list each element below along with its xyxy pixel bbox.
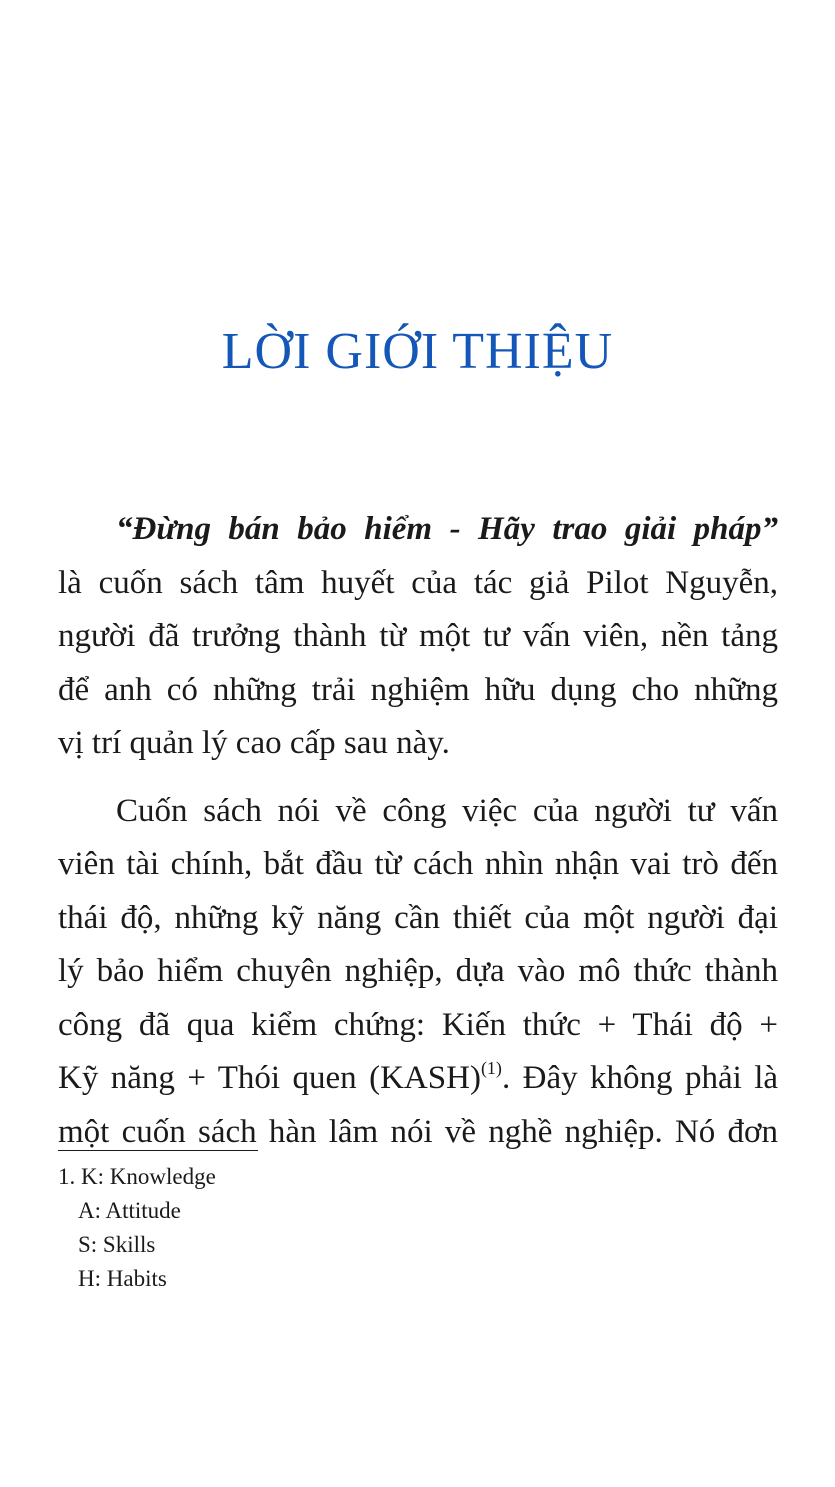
paragraph-2-line-5: công đã qua kiểm chứng: Kiến thức + Thái độ + — [58, 1006, 778, 1043]
footnotes — [58, 1160, 216, 1296]
paragraph-2-line-1: Cuốn sách nói về công việc của người tư vấn — [116, 792, 778, 829]
footnote-item-knowledge: K: Knowledge — [81, 1164, 216, 1189]
body-text — [58, 503, 778, 1159]
paragraph-1-line-3: người đã trưởng thành từ một tư vấn viên, nền tảng — [58, 618, 778, 654]
paragraph-2-line-4: lý bảo hiểm chuyên nghiệp, dựa vào mô thức thành — [58, 953, 778, 989]
footnote-item-skills: S: Skills — [78, 1232, 156, 1257]
paragraph-1-line-4: để anh có những trải nghiệm hữu dụng cho những — [58, 671, 778, 708]
footnote-number: 1. — [58, 1164, 76, 1189]
footnote-item-attitude: A: Attitude — [78, 1198, 181, 1223]
book-title-quote: “Đừng bán bảo hiểm - Hãy trao giải pháp” — [116, 511, 778, 547]
footnote-1 — [58, 1160, 216, 1194]
paragraph-1-line-2: là cuốn sách tâm huyết của tác giả Pilot Nguyễn, — [58, 564, 778, 601]
paragraph-2-line-6 — [58, 1052, 778, 1106]
footnote-item-habits: H: Habits — [78, 1266, 167, 1291]
paragraph-1-line-5: vị trí quản lý cao cấp sau này. — [58, 725, 450, 761]
kash-text: Kỹ năng + Thói quen (KASH) — [58, 1060, 481, 1096]
chapter-title: LỜI GIỚI THIỆU — [221, 323, 614, 380]
paragraph-2-line-7: một cuốn sách hàn lâm nói về nghề nghiệp. Nó đơn — [58, 1113, 778, 1150]
paragraph-2-line-3: thái độ, những kỹ năng cần thiết của một người đại — [58, 899, 778, 936]
footnote-divider — [58, 1150, 258, 1151]
footnote-reference[interactable]: (1) — [480, 1058, 502, 1078]
paragraph-1-line-1 — [58, 503, 778, 557]
line-6-continuation: . Đây không phải là — [501, 1060, 779, 1096]
paragraph-gap — [58, 771, 778, 785]
paragraph-2-line-2: viên tài chính, bắt đầu từ cách nhìn nhận vai trò đến — [58, 846, 778, 882]
